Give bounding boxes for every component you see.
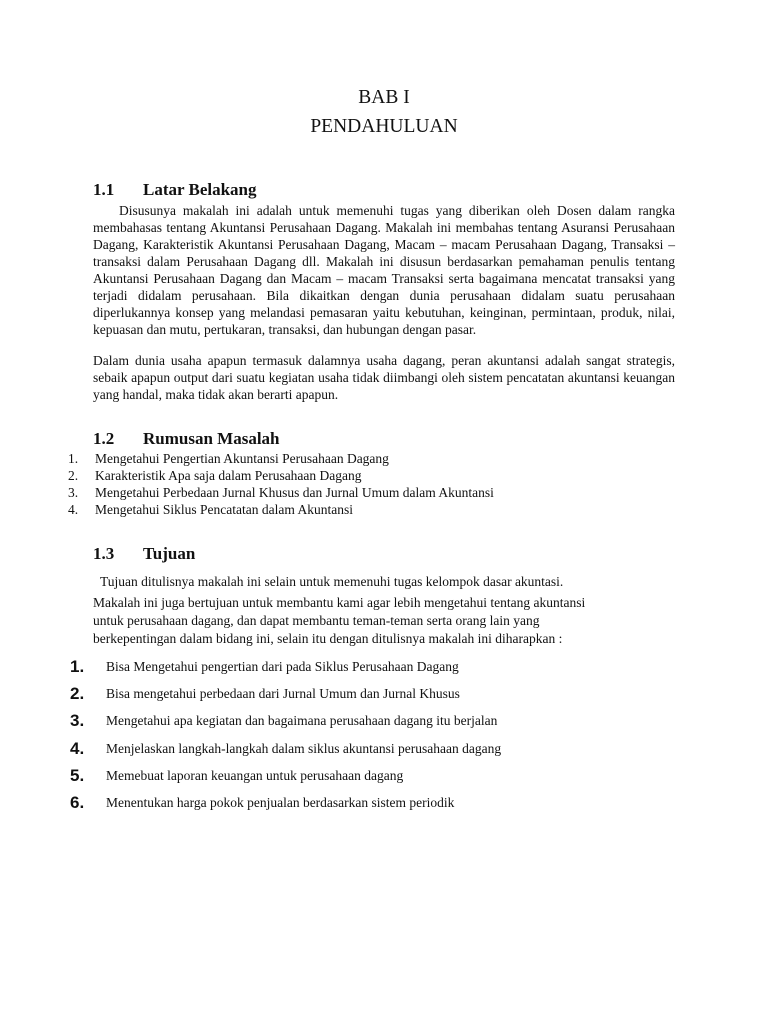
tujuan-paragraph-line-3: berkepentingan dalam bidang ini, selain itu dengan ditulisnya makalah ini diharapkan :: [93, 631, 563, 646]
section-number: 1.2: [93, 429, 115, 448]
section-number: 1.3: [93, 544, 115, 563]
section-title: Tujuan: [143, 544, 196, 563]
latar-belakang-paragraph-1: Disusunya makalah ini adalah untuk memenuhi tugas yang diberikan oleh Dosen dalam rangka membahasas tentang Akuntansi Perusahaan Dagang. Makalah ini membahas tentang Asuransi Perusahaan Dagang, Karakteristik Akuntansi Perusahaan Dagang, Macam – macam Perusahaan Dagang, Transaksi – transaksi dalam Perusahaan Dagang dll. Makalah ini disusun berdasarkan pemahaman penulis tentang Akuntansi Perusahaan Dagang dan Macam – macam Transaksi serta bagaimana mencatat transaksi yang terjadi didalam perusahaan. Bila dikaitkan dengan dunia perusahaan didalam suatu perusahaan diperlukannya konsep yang melandasi pemasaran yaitu kebutuhan, keinginan, permintaan, produk, nilai, kepuasan dan mutu, pertukaran, transaksi, dan hubungan dengan pasar.: [93, 203, 675, 337]
chapter-title: PENDAHULUAN: [310, 116, 458, 137]
list-item: 2. Bisa mengetahui perbedaan dari Jurnal Umum dan Jurnal Khusus: [70, 683, 460, 703]
section-heading-rumusan-masalah: [93, 429, 280, 449]
tujuan-paragraph-line-2: untuk perusahaan dagang, dan dapat membantu teman-teman serta orang lain yang: [93, 613, 540, 628]
list-item: 2. Karakteristik Apa saja dalam Perusahaan Dagang: [68, 468, 362, 483]
list-item: 3. Mengetahui apa kegiatan dan bagaimana perusahaan dagang itu berjalan: [70, 711, 498, 731]
chapter-label: BAB I: [358, 87, 410, 108]
tujuan-paragraph-line-1: Makalah ini juga bertujuan untuk membantu kami agar lebih mengetahui tentang akuntansi: [93, 595, 586, 610]
list-item: 4. Menjelaskan langkah-langkah dalam siklus akuntansi perusahaan dagang: [70, 738, 502, 758]
section-heading-tujuan: [93, 544, 195, 564]
section-title: Latar Belakang: [143, 180, 257, 199]
list-item: 6. Menentukan harga pokok penjualan berdasarkan sistem periodik: [70, 793, 455, 813]
rumusan-masalah-list: [68, 450, 494, 518]
tujuan-intro: Tujuan ditulisnya makalah ini selain untuk memenuhi tugas kelompok dasar akuntasi.: [100, 574, 564, 589]
tujuan-list: [70, 653, 501, 817]
list-item: 1. Mengetahui Pengertian Akuntansi Perusahaan Dagang: [68, 451, 389, 466]
section-number: 1.1: [93, 180, 115, 199]
section-heading-latar-belakang: [93, 180, 257, 200]
list-item: 1. Bisa Mengetahui pengertian dari pada Siklus Perusahaan Dagang: [70, 656, 459, 676]
list-item: 3. Mengetahui Perbedaan Jurnal Khusus dan Jurnal Umum dalam Akuntansi: [68, 485, 494, 500]
list-item: 5. Memebuat laporan keuangan untuk perusahaan dagang: [70, 765, 404, 785]
section-title: Rumusan Masalah: [143, 429, 280, 448]
list-item: 4. Mengetahui Siklus Pencatatan dalam Akuntansi: [68, 502, 353, 517]
latar-belakang-paragraph-2: Dalam dunia usaha apapun termasuk dalamnya usaha dagang, peran akuntansi adalah sangat strategis, sebaik apapun output dari suatu kegiatan usaha tidak diimbangi oleh sistem pencatatan akuntansi keuangan yang handal, maka tidak akan berarti apapun.: [93, 353, 675, 402]
